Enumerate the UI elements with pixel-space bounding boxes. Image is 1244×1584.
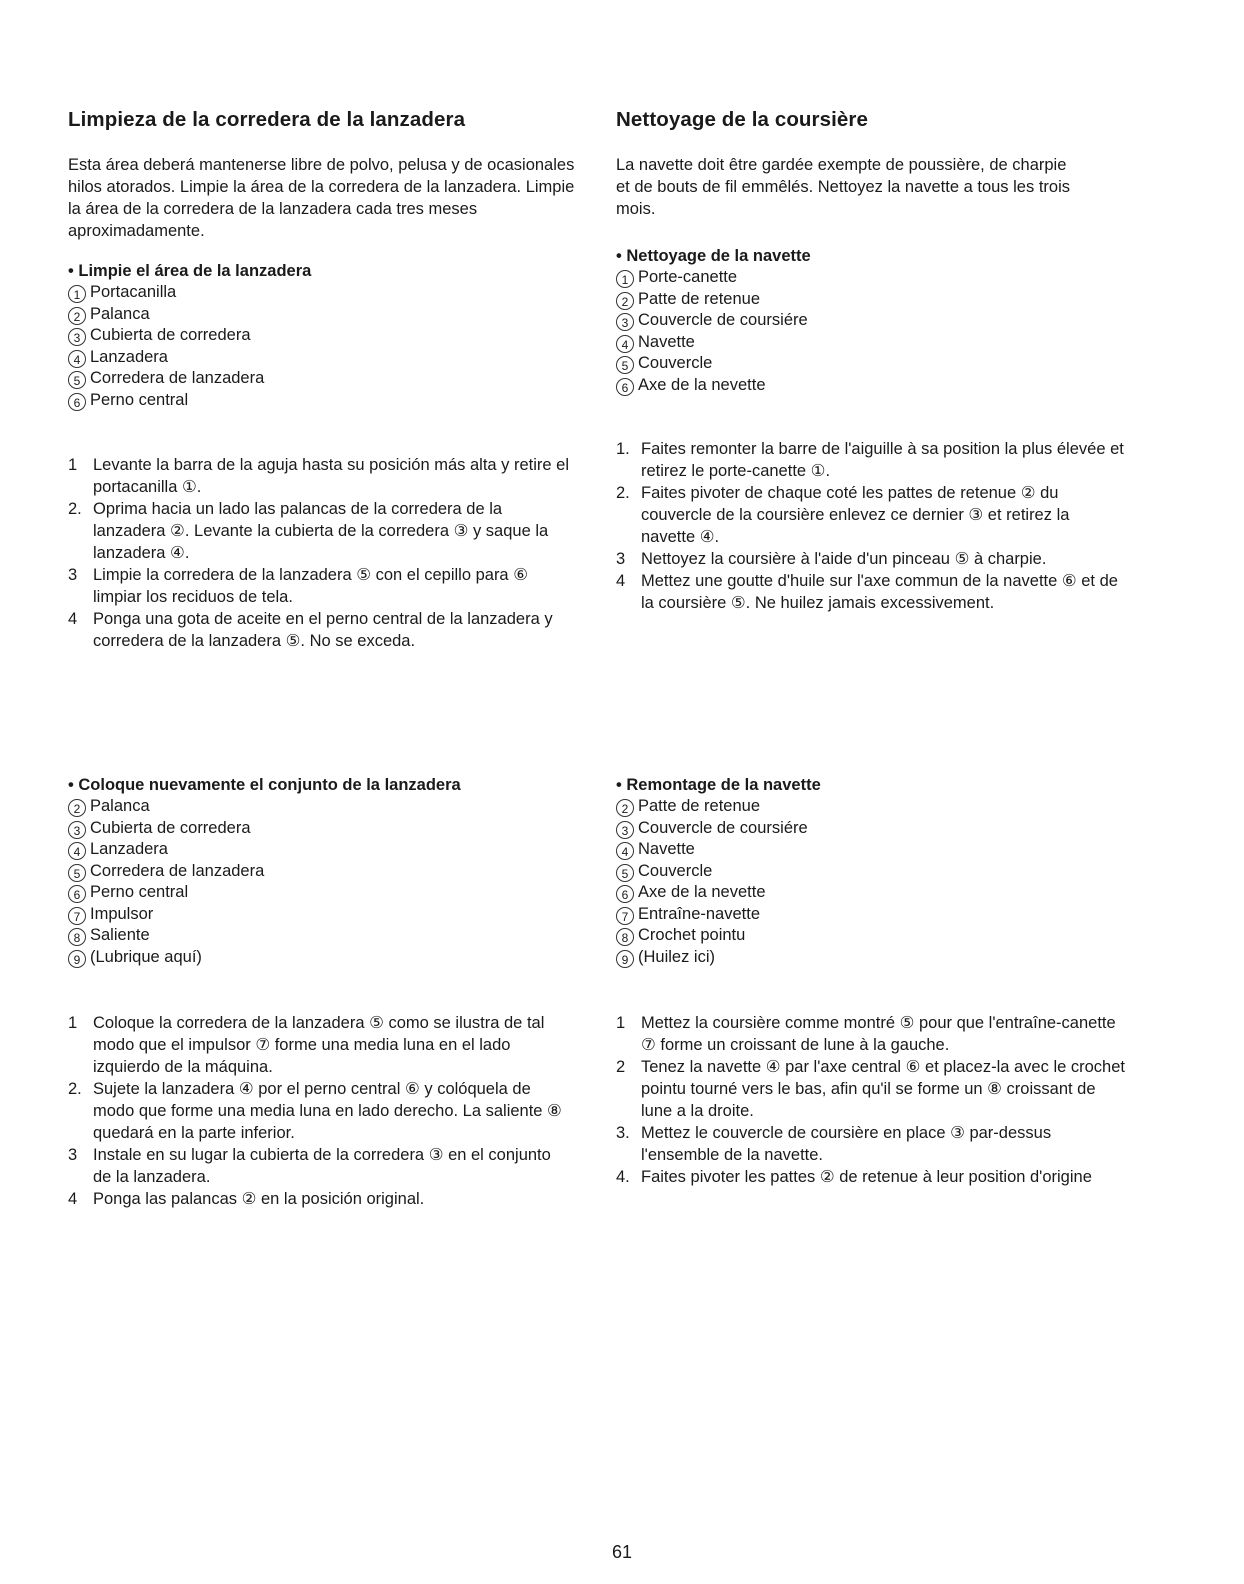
part-number-badge: 7 [68, 907, 86, 925]
part-number-badge: 4 [68, 350, 86, 368]
intro-es: Esta área deberá mantenerse libre de polvo, pelusa y de ocasionales hilos atorados. Limpie la área de la corredera de la lanzadera. Limpie la área de la corredera de la lanzadera cada tres meses aproximadamente. [68, 156, 575, 240]
reassemble-parts-fr [616, 774, 1126, 968]
step-text: Limpie la corredera de la lanzadera ⑤ con el cepillo para ⑥ limpiar los reciduos de tela. [93, 566, 528, 606]
reassemble-parts-es [68, 774, 588, 968]
intro-fr: La navette doit être gardée exempte de poussière, de charpie et de bouts de fil emmêlés. Nettoyez la navette a tous les trois mois. [616, 156, 1070, 218]
step-item [68, 1188, 573, 1210]
step-text: Tenez la navette ④ par l'axe central ⑥ et placez-la avec le crochet pointu tourné vers le bas, afin qu'il se forme un ⑧ croissant de lune a la droite. [641, 1058, 1125, 1120]
title-es: Limpieza de la corredera de la lanzadera [68, 108, 466, 131]
step-text: Mettez une goutte d'huile sur l'axe commun de la navette ⑥ et de la coursière ⑤. Ne huilez jamais excessivement. [641, 572, 1118, 612]
step-item [616, 1166, 1126, 1188]
part-item [68, 839, 588, 861]
steps-list-es [68, 454, 573, 652]
subheading-reassemble-es: • Coloque nuevamente el conjunto de la lanzadera [68, 776, 461, 794]
part-label: Entraîne-navette [638, 904, 760, 923]
step-text: Faites pivoter les pattes ② de retenue à leur position d'origine [641, 1168, 1092, 1186]
part-number-badge: 2 [68, 307, 86, 325]
part-number-badge: 5 [616, 864, 634, 882]
part-item [616, 882, 1126, 904]
part-label: Saliente [90, 926, 150, 944]
step-item [616, 1012, 1126, 1056]
part-item [616, 861, 1126, 883]
part-number-badge: 3 [616, 313, 634, 331]
step-item [68, 1078, 573, 1144]
part-label: Axe de la nevette [638, 375, 766, 394]
part-number-badge: 2 [616, 292, 634, 310]
step-item [616, 482, 1126, 548]
reassemble-steps-es [68, 1012, 573, 1210]
part-label: Lanzadera [90, 347, 168, 366]
step-text: Ponga una gota de aceite en el perno central de la lanzadera y corredera de la lanzadera ⑤. No se exceda. [93, 610, 553, 650]
part-number-badge: 6 [68, 885, 86, 903]
part-item [616, 289, 1126, 311]
part-label: Perno central [90, 390, 189, 409]
step-text: Faites remonter la barre de l'aiguille à sa position la plus élevée et retirez le porte-canette ①. [641, 440, 1124, 480]
parts-list-es [68, 282, 588, 411]
part-label: Couvercle [638, 861, 713, 880]
part-label: Navette [638, 332, 695, 351]
part-item [616, 904, 1126, 926]
step-number: 4. [616, 1168, 630, 1186]
part-label: Lanzadera [90, 840, 168, 858]
part-item [68, 390, 588, 412]
part-item [616, 839, 1126, 861]
step-text: Oprima hacia un lado las palancas de la corredera de la lanzadera ②. Levante la cubierta de la corredera ③ y saque la lanzadera ④. [93, 500, 549, 562]
part-label: Palanca [90, 304, 150, 323]
reassemble-steps-fr [616, 1012, 1126, 1188]
part-item [68, 325, 588, 347]
step-number: 3 [68, 566, 78, 584]
part-number-badge: 5 [68, 864, 86, 882]
step-text: Faites pivoter de chaque coté les pattes de retenue ② du couvercle de la coursière enlevez ce dernier ③ et retirez la navette ④. [641, 484, 1070, 546]
part-label: Portacanilla [90, 283, 177, 301]
step-text: Coloque la corredera de la lanzadera ⑤ como se ilustra de tal modo que el impulsor ⑦ forme una media luna en el lado izquierdo de la máquina. [93, 1014, 545, 1076]
part-number-badge: 3 [68, 328, 86, 346]
step-number: 2 [616, 1058, 626, 1076]
step-number: 4 [68, 1190, 78, 1208]
part-item [68, 304, 588, 326]
part-item [616, 353, 1126, 375]
step-item [616, 438, 1126, 482]
part-item [616, 796, 1126, 818]
part-number-badge: 1 [616, 270, 634, 288]
part-item [68, 861, 588, 883]
part-number-badge: 9 [68, 950, 86, 968]
spanish-title-block [68, 108, 588, 132]
step-number: 4 [68, 610, 78, 628]
part-label: Couvercle [638, 354, 713, 372]
part-number-badge: 6 [68, 393, 86, 411]
part-number-badge: 4 [616, 335, 634, 353]
step-text: Levante la barra de la aguja hasta su posición más alta y retire el portacanilla ①. [93, 456, 570, 496]
step-number: 1. [616, 440, 630, 458]
part-item [68, 947, 588, 969]
step-item [616, 548, 1126, 570]
steps-list-fr [616, 438, 1126, 614]
parts-list-fr [616, 267, 1126, 396]
step-text: Mettez le couvercle de coursière en place ③ par-dessus l'ensemble de la navette. [641, 1124, 1052, 1164]
part-number-badge: 2 [68, 799, 86, 817]
subheading-reassemble-fr: • Remontage de la navette [616, 776, 821, 794]
part-item [68, 882, 588, 904]
page-number: 61 [611, 1542, 633, 1562]
part-number-badge: 7 [616, 907, 634, 925]
parts-list-reassemble-fr [616, 796, 1126, 968]
part-number-badge: 1 [68, 285, 86, 303]
part-label: (Lubrique aquí) [90, 947, 202, 966]
part-label: Crochet pointu [638, 926, 746, 944]
part-label: (Huilez ici) [638, 947, 716, 966]
part-number-badge: 8 [616, 928, 634, 946]
part-item [616, 375, 1126, 397]
part-number-badge: 9 [616, 950, 634, 968]
intro-fr-block [616, 154, 1076, 220]
part-label: Palanca [90, 797, 150, 815]
step-item [68, 608, 573, 652]
step-item [616, 1122, 1126, 1166]
part-item [68, 368, 588, 390]
part-label: Perno central [90, 883, 189, 901]
step-text: Sujete la lanzadera ④ por el perno central ⑥ y colóquela de modo que forme una media luna en lado derecho. La saliente ⑧ quedará en la parte inferior. [93, 1080, 562, 1142]
part-item [616, 925, 1126, 947]
part-number-badge: 6 [616, 378, 634, 396]
part-label: Corredera de lanzadera [90, 861, 265, 880]
step-text: Ponga las palancas ② en la posición original. [93, 1190, 425, 1208]
part-label: Couvercle de coursiére [638, 311, 808, 329]
part-number-badge: 4 [68, 842, 86, 860]
steps-list-reassemble-fr [616, 1012, 1126, 1188]
part-item [616, 310, 1126, 332]
parts-list-reassemble-es [68, 796, 588, 968]
part-label: Patte de retenue [638, 797, 761, 815]
part-number-badge: 8 [68, 928, 86, 946]
part-label: Porte-canette [638, 268, 738, 286]
part-label: Patte de retenue [638, 289, 761, 308]
french-title-block [616, 108, 1126, 132]
step-item [68, 498, 573, 564]
intro-es-block [68, 154, 588, 242]
step-number: 3. [616, 1124, 630, 1142]
part-number-badge: 5 [616, 356, 634, 374]
step-number: 1 [68, 1014, 78, 1032]
part-number-badge: 5 [68, 371, 86, 389]
step-item [616, 570, 1126, 614]
part-item [616, 818, 1126, 840]
step-item [68, 1144, 573, 1188]
subheading-clean-es: • Limpie el área de la lanzadera [68, 262, 312, 280]
clean-steps-fr [616, 438, 1126, 614]
part-item [68, 818, 588, 840]
part-item [68, 904, 588, 926]
step-item [68, 1012, 573, 1078]
step-number: 1 [68, 456, 78, 474]
step-item [68, 454, 573, 498]
subheading-clean-fr: • Nettoyage de la navette [616, 247, 811, 265]
clean-parts-fr [616, 245, 1126, 396]
part-number-badge: 3 [616, 821, 634, 839]
part-label: Couvercle de coursiére [638, 818, 808, 837]
part-label: Cubierta de corredera [90, 818, 251, 837]
step-number: 4 [616, 572, 626, 590]
part-number-badge: 6 [616, 885, 634, 903]
part-label: Corredera de lanzadera [90, 369, 265, 387]
clean-parts-es [68, 260, 588, 411]
steps-list-reassemble-es [68, 1012, 573, 1210]
part-label: Cubierta de corredera [90, 326, 251, 344]
title-fr: Nettoyage de la coursière [616, 108, 869, 131]
step-number: 3 [68, 1146, 78, 1164]
step-text: Mettez la coursière comme montré ⑤ pour que l'entraîne-canette ⑦ forme un croissant de lune à la gauche. [641, 1014, 1116, 1054]
part-number-badge: 2 [616, 799, 634, 817]
step-item [616, 1056, 1126, 1122]
step-text: Instale en su lugar la cubierta de la corredera ③ en el conjunto de la lanzadera. [93, 1146, 551, 1186]
part-item [68, 282, 588, 304]
step-item [68, 564, 573, 608]
step-number: 3 [616, 550, 626, 568]
part-number-badge: 3 [68, 821, 86, 839]
step-text: Nettoyez la coursière à l'aide d'un pinceau ⑤ à charpie. [641, 550, 1047, 568]
step-number: 2. [616, 484, 630, 502]
part-item [616, 267, 1126, 289]
step-number: 2. [68, 1080, 82, 1098]
step-number: 2. [68, 500, 82, 518]
part-item [68, 925, 588, 947]
part-item [616, 332, 1126, 354]
part-number-badge: 4 [616, 842, 634, 860]
part-item [616, 947, 1126, 969]
step-number: 1 [616, 1014, 626, 1032]
part-label: Impulsor [90, 904, 154, 923]
part-label: Axe de la nevette [638, 883, 766, 901]
part-item [68, 347, 588, 369]
part-label: Navette [638, 840, 695, 858]
clean-steps-es [68, 454, 573, 652]
part-item [68, 796, 588, 818]
